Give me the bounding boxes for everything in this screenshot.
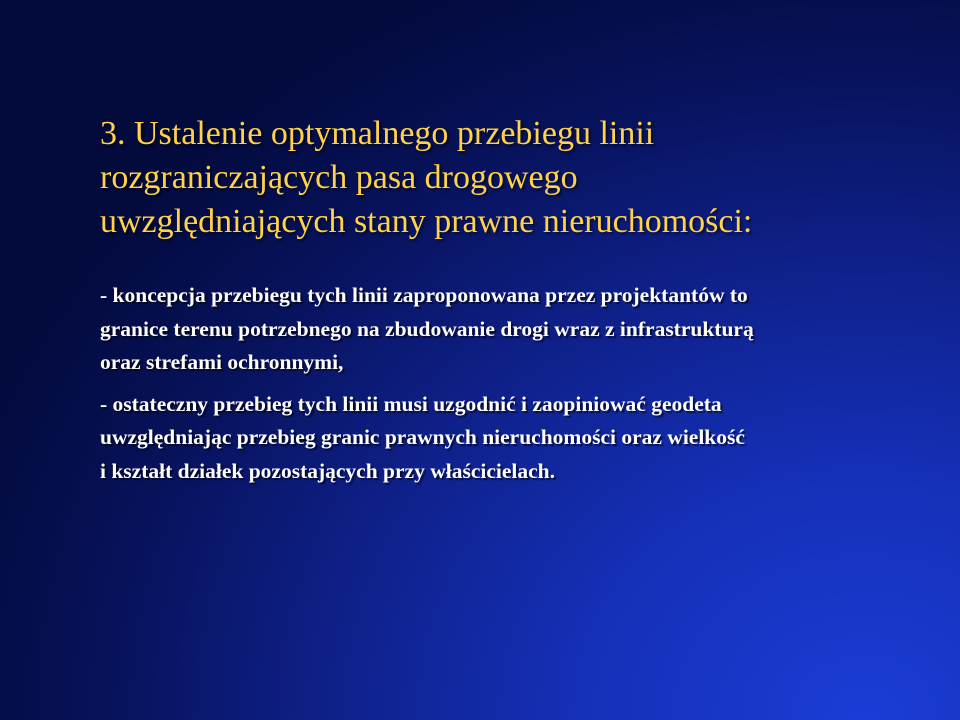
bullet-list [100, 279, 920, 488]
bullet-item-1: - koncepcja przebiegu tych linii zaproponowana przez projektantów to granice terenu potrzebnego na zbudowanie drogi wraz z infrastrukturą oraz strefami ochronnymi, [100, 283, 754, 374]
title-number: 3. [100, 115, 126, 152]
slide-content [100, 112, 920, 496]
title-text: Ustalenie optymalnego przebiegu linii rozgraniczających pasa drogowego uwzględniających stany prawne nieruchomości: [100, 115, 753, 240]
slide-title [100, 112, 920, 244]
bullet-item-2: - ostateczny przebieg tych linii musi uzgodnić i zaopiniować geodeta uwzględniając przebieg granic prawnych nieruchomości oraz wielkość i kształt działek pozostających przy właścicielach. [100, 391, 745, 483]
